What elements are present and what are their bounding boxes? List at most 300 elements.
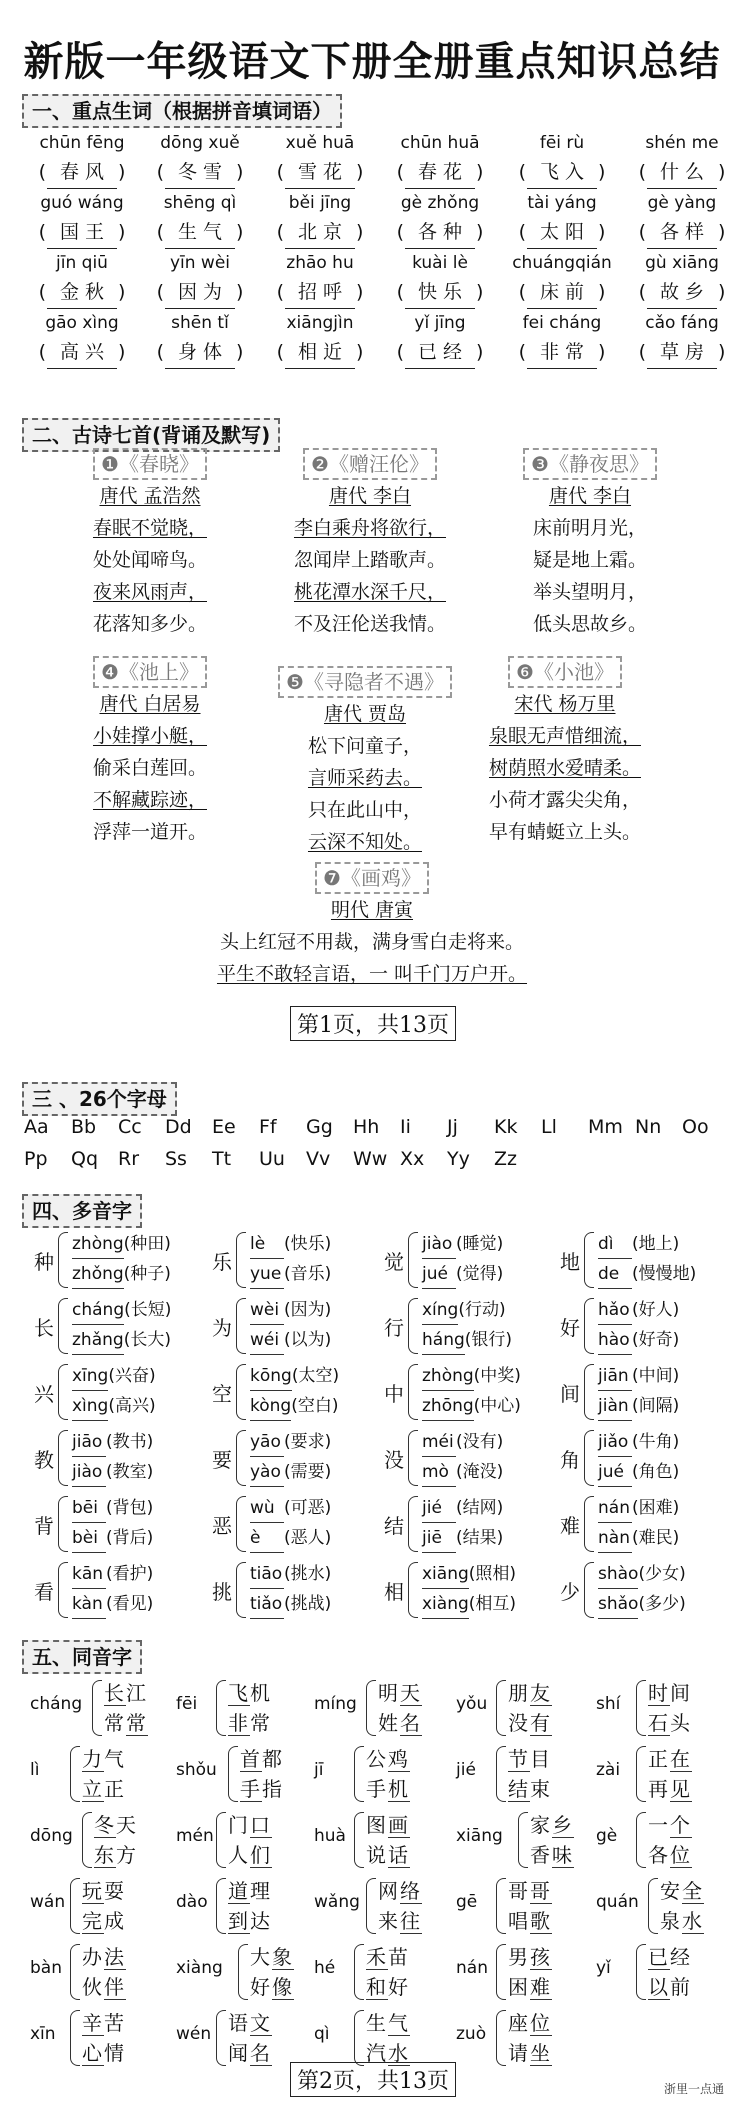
poem-line: 浮萍一道开。	[92, 821, 207, 843]
reading-option	[598, 1230, 679, 1259]
word-char: 立	[82, 1777, 104, 1801]
brace-bracket	[518, 1812, 528, 1868]
homophone-item	[30, 1742, 170, 1806]
word-char: 成	[104, 1909, 126, 1933]
brace-bracket	[584, 1562, 594, 1618]
poem-line: 疑是地上霜。	[532, 549, 647, 571]
homophone-word	[530, 1840, 574, 1870]
word-text: 冬 雪	[165, 156, 235, 189]
word-char: 东	[94, 1843, 116, 1867]
word-char: 心	[82, 2041, 104, 2065]
word-text: 飞 入	[527, 156, 597, 189]
pinyin-text: tiǎo	[250, 1590, 284, 1619]
homophone-pinyin: xiàng	[176, 1958, 223, 1978]
letter-pair: Tt	[212, 1148, 232, 1170]
homophone-word	[378, 1876, 422, 1906]
word-char: 朋	[508, 1681, 530, 1705]
word-char: 飞	[228, 1681, 250, 1705]
poem-author: 唐代 孟浩然	[99, 485, 201, 507]
reading-option	[598, 1260, 696, 1289]
reading-option	[72, 1560, 153, 1589]
letter-pair: Hh	[353, 1116, 380, 1138]
homophone-pinyin: xīn	[30, 2024, 56, 2044]
brace-bracket	[236, 1496, 246, 1552]
polyphonic-item	[384, 1558, 554, 1622]
word-char: 常	[250, 1711, 272, 1735]
example-word: (结果)	[456, 1528, 504, 1548]
vocab-row	[24, 130, 724, 192]
word-char: 经	[670, 1945, 692, 1969]
pinyin-text: gè zhǒng	[400, 193, 480, 213]
homophone-word	[228, 1906, 272, 1936]
brace-bracket	[354, 1746, 364, 1802]
polyphonic-char: 中	[384, 1382, 404, 1406]
example-word: (角色)	[632, 1462, 680, 1482]
brace-bracket	[216, 1812, 226, 1868]
homophone-item	[596, 1808, 736, 1872]
polyphonic-item	[212, 1228, 382, 1292]
reading-option	[72, 1362, 156, 1391]
brace-bracket	[216, 1680, 226, 1736]
homophone-word	[366, 1744, 410, 1774]
homophone-item	[596, 1940, 736, 2004]
poem-line: 平生不敢轻言语，一 叫千门万户开。	[216, 963, 528, 985]
word-char: 友	[530, 1681, 552, 1705]
word-char: 生	[366, 2011, 388, 2035]
brace-bracket	[636, 1812, 646, 1868]
homophone-pinyin: hé	[314, 1958, 336, 1978]
homophone-pinyin: cháng	[30, 1694, 83, 1714]
word-text: 金 秋	[47, 276, 117, 309]
word-char: 再	[648, 1777, 670, 1801]
homophone-pinyin: wén	[176, 2024, 212, 2044]
homophone-item	[596, 1742, 736, 1806]
reading-option	[250, 1260, 331, 1289]
pinyin-text: chūn fēng	[39, 133, 125, 153]
word-char: 办	[82, 1945, 104, 1969]
polyphonic-item	[560, 1558, 730, 1622]
word-text: 招 呼	[285, 276, 355, 309]
example-word: (看护)	[106, 1564, 154, 1584]
example-word: (可恶)	[284, 1498, 332, 1518]
homophone-word	[94, 1840, 138, 1870]
polyphonic-char: 要	[212, 1448, 232, 1472]
pinyin-text: mò	[422, 1458, 456, 1487]
brace-bracket	[58, 1364, 68, 1420]
homophone-item	[30, 1874, 170, 1938]
letter-pair: Aa	[24, 1116, 49, 1138]
word-char: 首	[240, 1747, 262, 1771]
polyphonic-char: 结	[384, 1514, 404, 1538]
poem-author: 唐代 李白	[328, 485, 412, 507]
example-word: (淹没)	[456, 1462, 504, 1482]
polyphonic-char: 乐	[212, 1250, 232, 1274]
reading-option	[422, 1326, 512, 1355]
letter-pair: Mm	[588, 1116, 623, 1138]
homophone-word	[228, 1876, 272, 1906]
reading-option	[422, 1230, 503, 1259]
brace-bracket	[408, 1496, 418, 1552]
poem-line: 忽闻岸上踏歌声。	[293, 549, 446, 571]
pinyin-text: jiāo	[72, 1428, 106, 1457]
example-word: (快乐)	[284, 1234, 332, 1254]
vocab-item	[504, 130, 620, 188]
example-word: (中间)	[632, 1366, 680, 1386]
vocab-item	[504, 190, 620, 248]
word-char: 手	[366, 1777, 388, 1801]
word-text: 床 前	[527, 276, 597, 309]
homophone-word	[508, 2038, 552, 2068]
word-char: 机	[250, 1681, 272, 1705]
vocab-row	[24, 250, 724, 312]
letter-pair: Pp	[24, 1148, 48, 1170]
poem-line: 低头思故乡。	[532, 613, 647, 635]
page-number-1: 第1页，共13页	[290, 1006, 456, 1041]
homophone-word	[228, 1678, 272, 1708]
word-text: 因 为	[165, 276, 235, 309]
homophone-word	[250, 1942, 294, 1972]
section-alphabet-header: 三 、26个字母	[22, 1082, 177, 1116]
reading-option	[72, 1458, 153, 1487]
brace-bracket	[236, 1298, 246, 1354]
homophone-word	[660, 1876, 704, 1906]
pinyin-text: kuài lè	[412, 253, 468, 273]
pinyin-text: zhāo hu	[286, 253, 354, 273]
poem-line: 不及汪伦送我情。	[293, 613, 446, 635]
word-char: 们	[250, 1843, 272, 1867]
word-char: 来	[378, 1909, 400, 1933]
letter-pair: Ll	[541, 1116, 557, 1138]
homophone-item	[456, 1742, 596, 1806]
word-answer: ( 已 经 )	[382, 336, 498, 368]
pinyin-text: fēi rù	[539, 133, 585, 153]
example-word: (教书)	[106, 1432, 154, 1452]
word-text: 各 种	[405, 216, 475, 249]
homophone-word	[508, 1678, 552, 1708]
poem-title: ❹《池上》	[93, 656, 207, 688]
example-word: (种田)	[123, 1234, 171, 1254]
word-char: 长	[104, 1681, 126, 1705]
word-char: 汽	[366, 2041, 388, 2065]
word-char: 方	[116, 1843, 138, 1867]
homophone-word	[378, 1906, 422, 1936]
homophone-word	[378, 1708, 422, 1738]
reading-option	[250, 1392, 338, 1421]
poem-title: ❸《静夜思》	[523, 448, 657, 480]
word-char: 各	[648, 1843, 670, 1867]
pinyin-text: bèi	[72, 1524, 106, 1553]
polyphonic-char: 为	[212, 1316, 232, 1340]
polyphonic-char: 恶	[212, 1514, 232, 1538]
pinyin-text: xuě huā	[285, 133, 355, 153]
pinyin-text: jiàn	[598, 1392, 632, 1421]
pinyin-text: xíng	[422, 1296, 458, 1325]
poem-line: 夜来风雨声，	[92, 581, 207, 603]
homophone-item	[456, 2006, 596, 2070]
vocab-item	[142, 190, 258, 248]
reading-option	[422, 1428, 503, 1457]
homophone-pinyin: fēi	[176, 1694, 198, 1714]
homophone-word	[228, 1840, 272, 1870]
homophone-pinyin: bàn	[30, 1958, 62, 1978]
example-word: (要求)	[284, 1432, 332, 1452]
brace-bracket	[648, 1878, 658, 1934]
pinyin-text: cǎo fáng	[645, 313, 719, 333]
poem-line: 举头望明月，	[532, 581, 647, 603]
example-word: (少女)	[638, 1564, 686, 1584]
word-char: 水	[388, 2041, 410, 2065]
poem-title: ❼《画鸡》	[315, 862, 429, 894]
polyphonic-char: 相	[384, 1580, 404, 1604]
word-char: 图	[366, 1813, 388, 1837]
word-char: 指	[262, 1777, 284, 1801]
homophone-word	[648, 1942, 692, 1972]
vocab-item	[262, 310, 378, 368]
pinyin-text: yào	[250, 1458, 284, 1487]
poem-line: 泉眼无声惜细流，	[488, 725, 641, 747]
vocab-item	[142, 310, 258, 368]
pinyin-text: wù	[250, 1494, 284, 1523]
example-word: (种子)	[123, 1264, 171, 1284]
vocab-item	[24, 250, 140, 308]
brace-bracket	[70, 2010, 80, 2066]
brace-bracket	[496, 1680, 506, 1736]
word-char: 伴	[104, 1975, 126, 1999]
brace-bracket	[584, 1496, 594, 1552]
reading-option	[598, 1494, 679, 1523]
example-word: (背包)	[106, 1498, 154, 1518]
polyphonic-item	[212, 1492, 382, 1556]
example-word: (银行)	[464, 1330, 513, 1350]
word-char: 鸡	[388, 1747, 410, 1771]
word-char: 网	[378, 1879, 400, 1903]
example-word: (多少)	[638, 1594, 686, 1614]
word-char: 络	[400, 1879, 422, 1903]
homophone-pinyin: wán	[30, 1892, 66, 1912]
word-char: 在	[670, 1747, 692, 1771]
homophone-pinyin: jié	[456, 1760, 476, 1780]
word-text: 故 乡	[647, 276, 717, 309]
brace-bracket	[236, 1562, 246, 1618]
word-char: 达	[250, 1909, 272, 1933]
brace-bracket	[408, 1232, 418, 1288]
homophone-word	[82, 1744, 126, 1774]
vocab-item	[382, 310, 498, 368]
poem-line: 桃花潭水深千尺，	[293, 581, 446, 603]
example-word: (以为)	[284, 1330, 332, 1350]
pinyin-text: xīng	[72, 1362, 108, 1391]
word-answer: ( 相 近 )	[262, 336, 378, 368]
reading-option	[598, 1296, 679, 1325]
polyphonic-item	[212, 1558, 382, 1622]
word-char: 语	[228, 2011, 250, 2035]
polyphonic-item	[34, 1426, 204, 1490]
pinyin-text: jiào	[72, 1458, 106, 1487]
letter-pair: Oo	[682, 1116, 709, 1138]
pinyin-text: jié	[422, 1494, 456, 1523]
pinyin-text: wéi	[250, 1326, 284, 1355]
example-word: (长短)	[124, 1300, 172, 1320]
brace-bracket	[58, 1430, 68, 1486]
polyphonic-char: 间	[560, 1382, 580, 1406]
homophone-word	[366, 1810, 410, 1840]
polyphonic-item	[34, 1228, 204, 1292]
homophone-item	[30, 1940, 170, 2004]
polyphonic-item	[212, 1426, 382, 1490]
word-text: 春 风	[47, 156, 117, 189]
word-char: 束	[530, 1777, 552, 1801]
pinyin-text: tiāo	[250, 1560, 284, 1589]
pinyin-text: cháng	[72, 1296, 124, 1325]
homophone-item	[314, 1808, 454, 1872]
word-answer: ( 床 前 )	[504, 276, 620, 308]
word-answer: ( 北 京 )	[262, 216, 378, 248]
pinyin-text: gù xiāng	[645, 253, 719, 273]
pinyin-text: zhòng	[72, 1230, 124, 1259]
polyphonic-char: 兴	[34, 1382, 54, 1406]
poem-line: 言师采药去。	[307, 767, 422, 789]
example-word: (长大)	[123, 1330, 171, 1350]
homophone-pinyin: mén	[176, 1826, 214, 1846]
reading-option	[598, 1590, 686, 1619]
word-char: 唱	[508, 1909, 530, 1933]
pinyin-text: nán	[598, 1494, 632, 1523]
word-char: 有	[530, 1711, 552, 1735]
section-homophone-header: 五、同音字	[22, 1640, 142, 1674]
word-char: 节	[508, 1747, 530, 1771]
homophone-item	[314, 1676, 454, 1740]
homophone-pinyin: yǒu	[456, 1694, 488, 1714]
reading-option	[598, 1560, 686, 1589]
vocab-item	[382, 250, 498, 308]
pinyin-text: kōng	[250, 1362, 292, 1391]
polyphonic-item	[560, 1426, 730, 1490]
word-answer: ( 身 体 )	[142, 336, 258, 368]
letter-pair: Ee	[212, 1116, 236, 1138]
brace-bracket	[58, 1298, 68, 1354]
homophone-pinyin: gè	[596, 1826, 618, 1846]
homophone-word	[648, 1678, 692, 1708]
word-char: 人	[228, 1843, 250, 1867]
brace-bracket	[236, 1364, 246, 1420]
pinyin-text: xiāngjìn	[286, 313, 354, 333]
homophone-word	[648, 1744, 692, 1774]
homophone-word	[648, 1774, 692, 1804]
example-word: (太空)	[291, 1366, 340, 1386]
word-text: 什 么	[647, 156, 717, 189]
footer-brand: 浙里一点通	[663, 2082, 724, 2096]
reading-option	[422, 1494, 503, 1523]
polyphonic-char: 难	[560, 1514, 580, 1538]
brace-bracket	[70, 1944, 80, 2000]
example-word: (中奖)	[473, 1366, 521, 1386]
word-char: 气	[104, 1747, 126, 1771]
pinyin-text: jué	[422, 1260, 456, 1289]
poem-line: 李白乘舟将欲行，	[293, 517, 446, 539]
word-char: 说	[366, 1843, 388, 1867]
vocab-item	[624, 310, 740, 368]
pinyin-text: shén me	[645, 133, 719, 153]
poem-author: 宋代 杨万里	[514, 693, 616, 715]
brace-bracket	[216, 1878, 226, 1934]
word-answer: ( 飞 入 )	[504, 156, 620, 188]
word-char: 姓	[378, 1711, 400, 1735]
example-word: (恶人)	[284, 1528, 332, 1548]
reading-option	[250, 1230, 331, 1259]
word-char: 泉	[660, 1909, 682, 1933]
word-char: 座	[508, 2011, 530, 2035]
letter-pair: Qq	[71, 1148, 99, 1170]
homophone-pinyin: huà	[314, 1826, 346, 1846]
example-word: (照相)	[468, 1564, 517, 1584]
polyphonic-char: 少	[560, 1580, 580, 1604]
example-word: (间隔)	[632, 1396, 680, 1416]
poem-line: 树荫照水爱晴柔。	[488, 757, 641, 779]
homophone-word	[366, 1840, 410, 1870]
pinyin-text: guó wáng	[40, 193, 124, 213]
word-char: 时	[648, 1681, 670, 1705]
word-answer: ( 春 花 )	[382, 156, 498, 188]
homophone-word	[104, 1678, 148, 1708]
homophone-word	[508, 1942, 552, 1972]
homophone-item	[30, 1676, 170, 1740]
poem-title: ❶《春晓》	[93, 448, 207, 480]
homophone-pinyin: nán	[456, 1958, 488, 1978]
pinyin-text: jīn qiū	[56, 253, 108, 273]
brace-bracket	[228, 1746, 238, 1802]
pinyin-text: jiào	[422, 1230, 456, 1259]
pinyin-text: yue	[250, 1260, 284, 1289]
poem-author: 唐代 白居易	[99, 693, 201, 715]
reading-option	[422, 1590, 516, 1619]
word-text: 身 体	[165, 336, 235, 369]
pinyin-text: kān	[72, 1560, 106, 1589]
homophone-word	[366, 1972, 410, 2002]
vocab-item	[24, 310, 140, 368]
page-number-2: 第2页，共13页	[290, 2062, 456, 2097]
word-char: 孩	[530, 1945, 552, 1969]
polyphonic-char: 挑	[212, 1580, 232, 1604]
brace-bracket	[496, 1944, 506, 2000]
homophone-item	[30, 2006, 170, 2070]
brace-bracket	[584, 1298, 594, 1354]
example-word: (挑水)	[284, 1564, 332, 1584]
pinyin-text: gè yàng	[647, 193, 717, 213]
vocab-item	[382, 190, 498, 248]
pinyin-text: xiàng	[422, 1590, 469, 1619]
pinyin-text: dōng xuě	[160, 133, 240, 153]
pinyin-text: chūn huā	[400, 133, 480, 153]
word-text: 太 阳	[527, 216, 597, 249]
word-char: 完	[82, 1909, 104, 1933]
example-word: (相互)	[468, 1594, 517, 1614]
homophone-word	[82, 1972, 126, 2002]
brace-bracket	[496, 2010, 506, 2066]
poem-author: 明代 唐寅	[330, 899, 414, 921]
vocab-item	[142, 130, 258, 188]
letter-pair: Cc	[118, 1116, 142, 1138]
vocab-row	[24, 190, 724, 252]
word-char: 头	[670, 1711, 692, 1735]
pinyin-text: zhǒng	[72, 1260, 124, 1289]
word-text: 草 房	[647, 336, 717, 369]
word-char: 闻	[228, 2041, 250, 2065]
homophone-word	[508, 1774, 552, 1804]
poem-block	[65, 656, 235, 848]
brace-bracket	[236, 1430, 246, 1486]
polyphonic-char: 空	[212, 1382, 232, 1406]
pinyin-text: xiāng	[422, 1560, 469, 1589]
